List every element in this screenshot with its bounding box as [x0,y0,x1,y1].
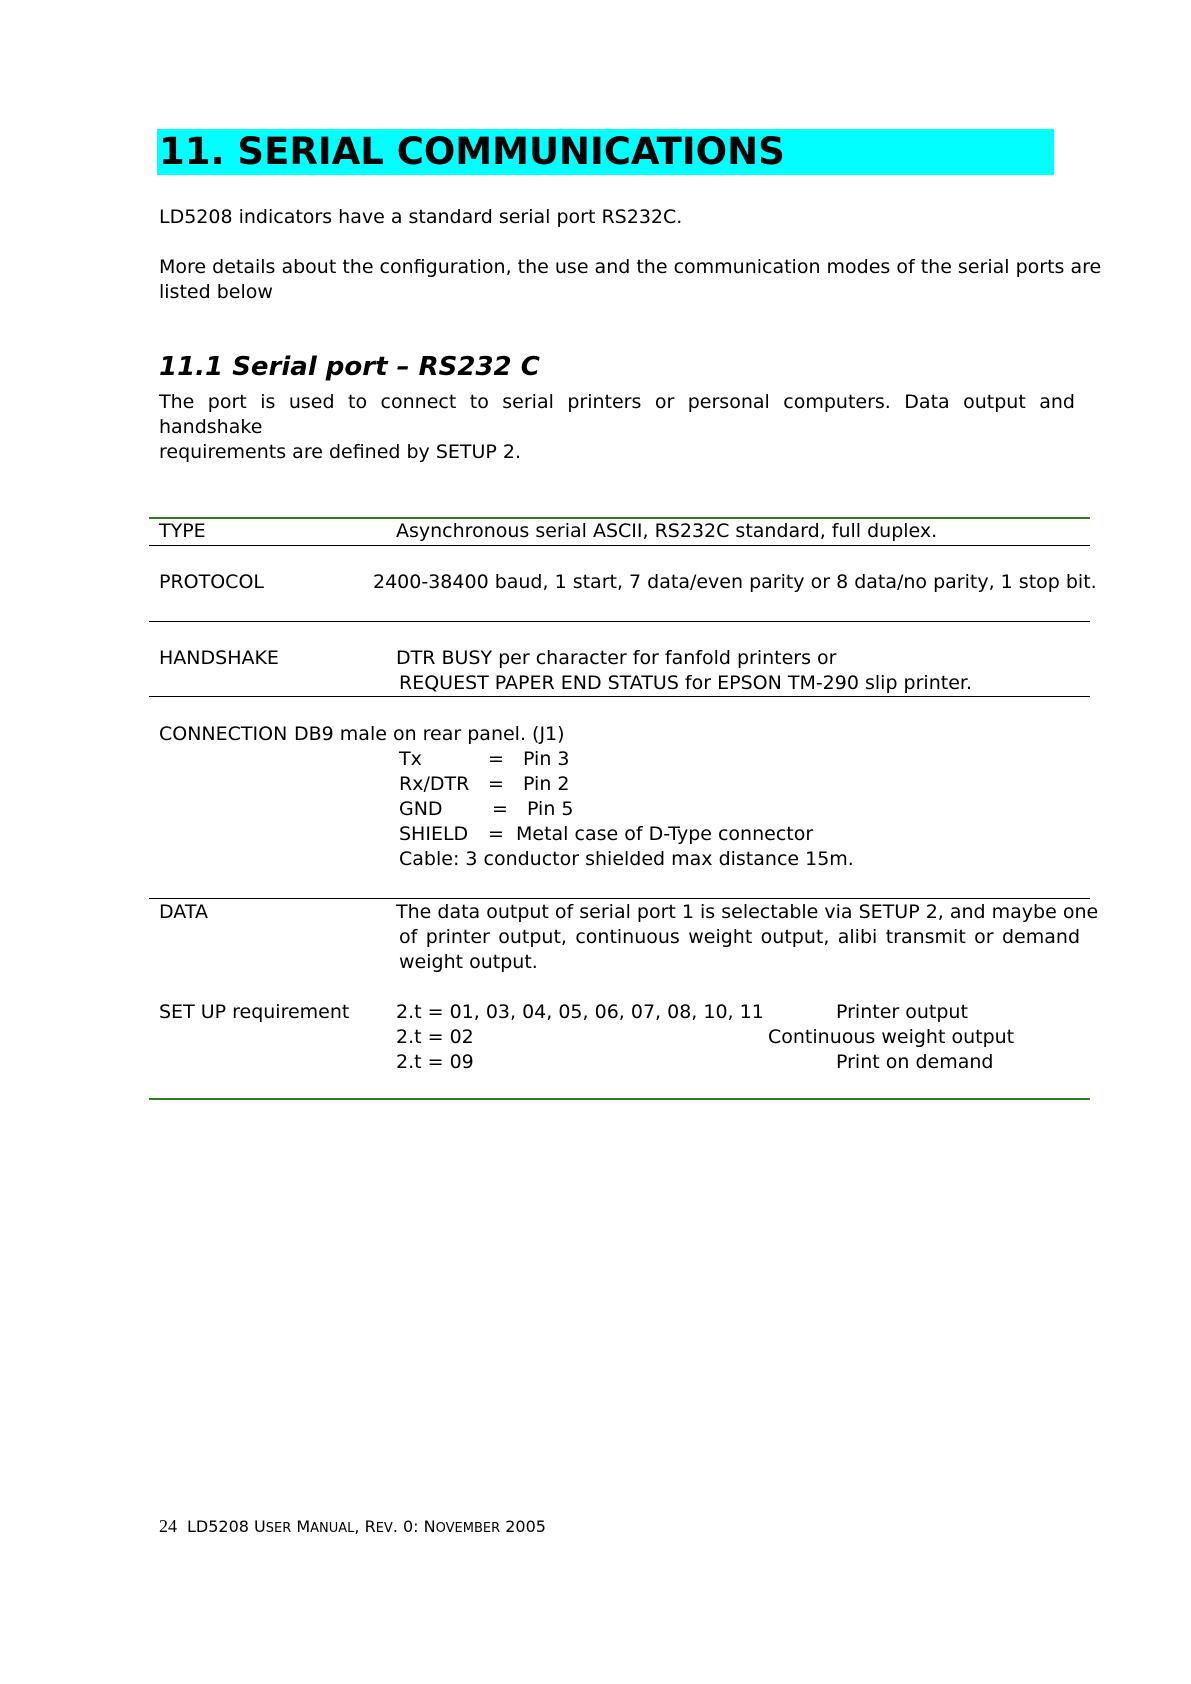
intro-paragraph-2-line-1: More details about the configuration, the use and the communication modes of the serial ports are [159,256,1102,278]
section-title: 11.1 Serial port – RS232 C [159,352,540,382]
setup-desc-1: Printer output [836,1001,968,1023]
page-number: 24 [159,1516,177,1536]
rule-after-handshake [149,696,1090,697]
setup-desc-3: Print on demand [836,1051,994,1073]
table-top-rule [149,517,1090,519]
type-value: Asynchronous serial ASCII, RS232C standard, full duplex. [396,520,938,542]
pin-name-tx: Tx [399,748,422,770]
data-line-3: weight output. [399,951,538,973]
footer-doc-title: LD5208 USER MANUAL, REV. 0: NOVEMBER 2005 [187,1517,546,1536]
table-bottom-rule [149,1098,1090,1100]
data-label: DATA [159,901,208,923]
pin-eq-rx-dtr: = [488,773,504,795]
data-line-2: of printer output, continuous weight output, alibi transmit or demand [399,926,1080,948]
chapter-heading-band [157,129,1054,175]
connection-cable: Cable: 3 conductor shielded max distance 15m. [399,848,854,870]
pin-name-gnd: GND [399,798,443,820]
pin-value-gnd: Pin 5 [527,798,574,820]
section-description-line-2: requirements are defined by SETUP 2. [159,441,522,463]
type-label: TYPE [159,520,206,542]
protocol-value: 2400-38400 baud, 1 start, 7 data/even parity or 8 data/no parity, 1 stop bit. [373,571,1097,593]
pin-name-rx-dtr: Rx/DTR [399,773,470,795]
rule-after-protocol [149,621,1090,622]
pin-eq-shield: = [488,823,504,845]
handshake-line-1: DTR BUSY per character for fanfold printers or [396,647,837,669]
setup-label: SET UP requirement [159,1001,350,1023]
handshake-label: HANDSHAKE [159,647,279,669]
intro-paragraph-2-line-2: listed below [159,281,273,303]
setup-desc-2: Continuous weight output [768,1026,1015,1048]
section-description-line-1: The port is used to connect to serial printers or personal computers. Data output and handshake [159,391,1075,438]
setup-code-2: 2.t = 02 [396,1026,474,1048]
pin-eq-gnd: = [492,798,508,820]
section-description [159,390,1075,465]
connection-label: CONNECTION [159,723,288,745]
protocol-label: PROTOCOL [159,571,264,593]
intro-paragraph-1: LD5208 indicators have a standard serial port RS232C. [159,206,683,228]
pin-eq-tx: = [488,748,504,770]
setup-code-1: 2.t = 01, 03, 04, 05, 06, 07, 08, 10, 11 [396,1001,764,1023]
handshake-line-2: REQUEST PAPER END STATUS for EPSON TM-290 slip printer. [399,672,972,694]
rule-after-type [149,545,1090,546]
connection-line-1: DB9 male on rear panel. (J1) [294,723,565,745]
page-footer [159,1516,546,1537]
pin-value-rx-dtr: Pin 2 [523,773,570,795]
setup-code-3: 2.t = 09 [396,1051,474,1073]
rule-after-connection [149,898,1090,899]
pin-name-shield: SHIELD [399,823,469,845]
pin-value-tx: Pin 3 [523,748,570,770]
pin-value-shield: Metal case of D-Type connector [516,823,814,845]
data-line-1: The data output of serial port 1 is selectable via SETUP 2, and maybe one [396,901,1099,923]
chapter-heading: 11. SERIAL COMMUNICATIONS [159,130,785,173]
